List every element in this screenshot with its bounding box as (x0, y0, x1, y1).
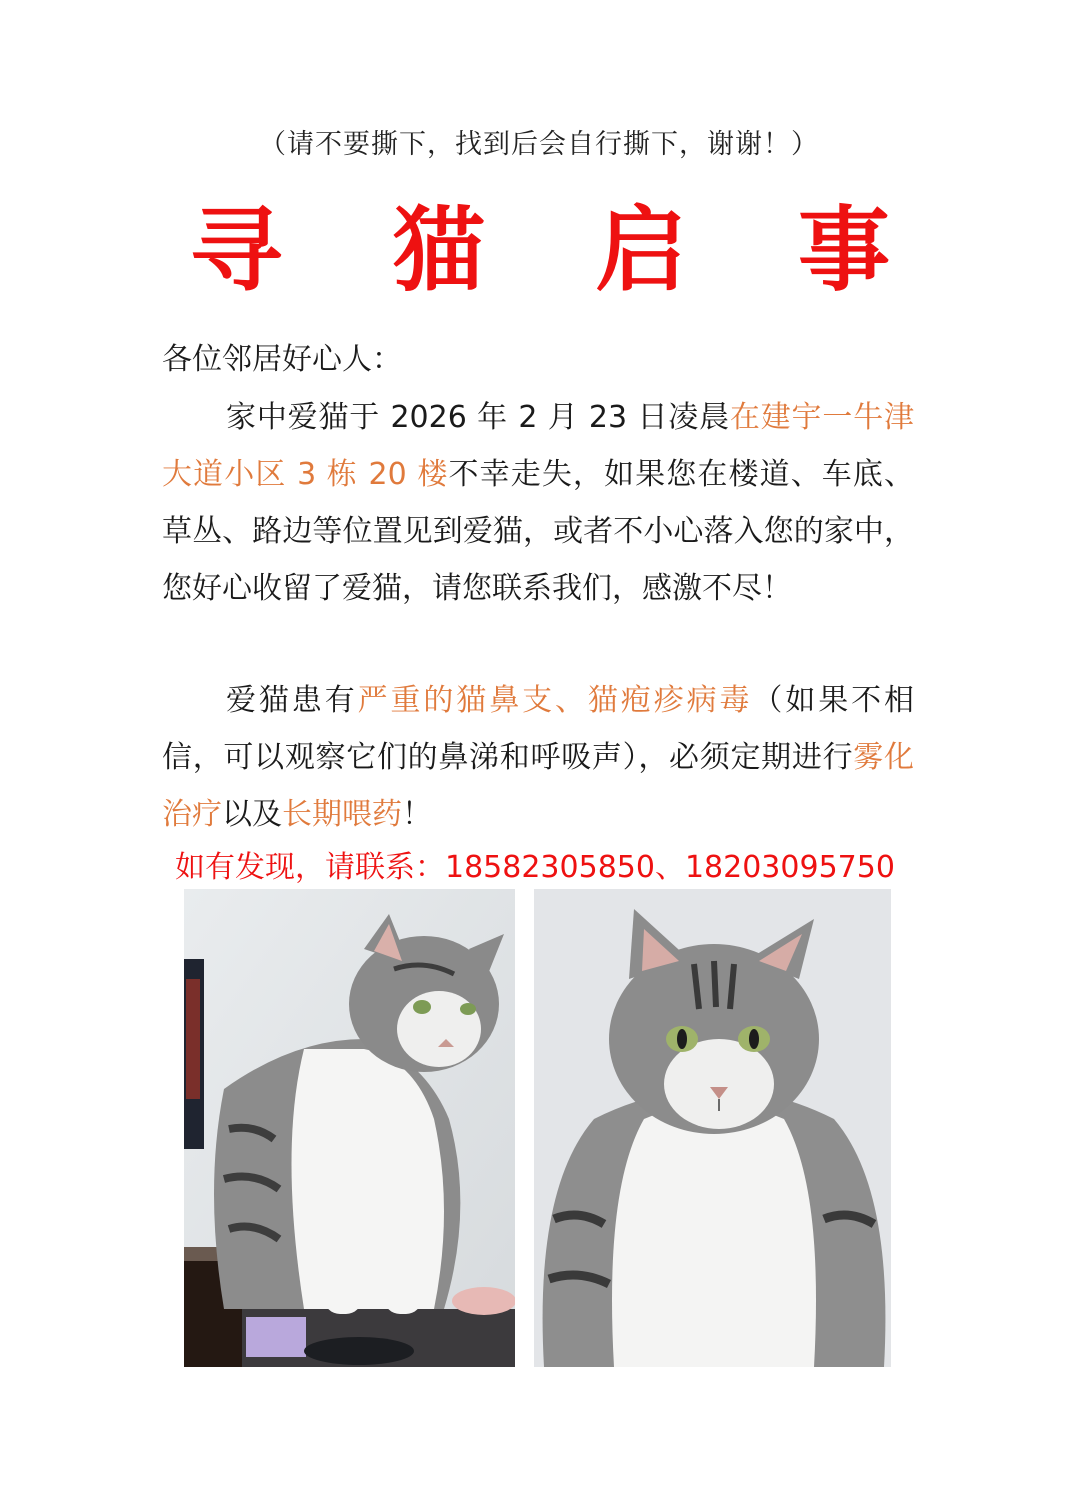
paragraph2-text-c: （如果不相信，可以观察它们的鼻涕和呼吸声），必须定期进行 (162, 683, 915, 775)
paragraph-health (162, 672, 914, 843)
title-char-1: 寻 (190, 197, 283, 304)
paragraph2-text-g: ！ (402, 797, 432, 832)
title-char-2: 猫 (392, 197, 485, 304)
greeting: 各位邻居好心人： (162, 342, 402, 377)
title-char-4: 事 (797, 197, 890, 304)
cat-photo-sitting (184, 889, 515, 1367)
paragraph-lost-details (162, 389, 914, 617)
medication-highlight: 长期喂药 (282, 797, 402, 832)
paragraph1-text-a: 家中爱猫于 2026 年 2 月 23 日凌晨 (226, 400, 730, 435)
cat-photo-front (534, 889, 891, 1367)
poster-title (190, 196, 890, 306)
paragraph1-text-c: 不幸走失，如果您在楼道、车底、草丛、路边等位置见到爱猫，或者不小心落入您的家中，您好心收留了爱猫，请您联系我们，感激不尽！ (162, 457, 915, 606)
nebulization-highlight: 雾化治疗 (162, 740, 915, 832)
paragraph2-text-e: 以及 (222, 797, 282, 832)
notice-text: （请不要撕下，找到后会自行撕下，谢谢！） (259, 129, 819, 160)
lost-location-highlight: 在建宇一牛津大道小区 3 栋 20 楼 (162, 400, 915, 492)
title-char-3: 启 (595, 197, 688, 304)
contact-line: 如有发现，请联系：18582305850、18203095750 (175, 850, 895, 885)
illness-highlight: 严重的猫鼻支、猫疱疹病毒 (357, 683, 753, 718)
paragraph2-text-a: 爱猫患有 (226, 683, 358, 718)
